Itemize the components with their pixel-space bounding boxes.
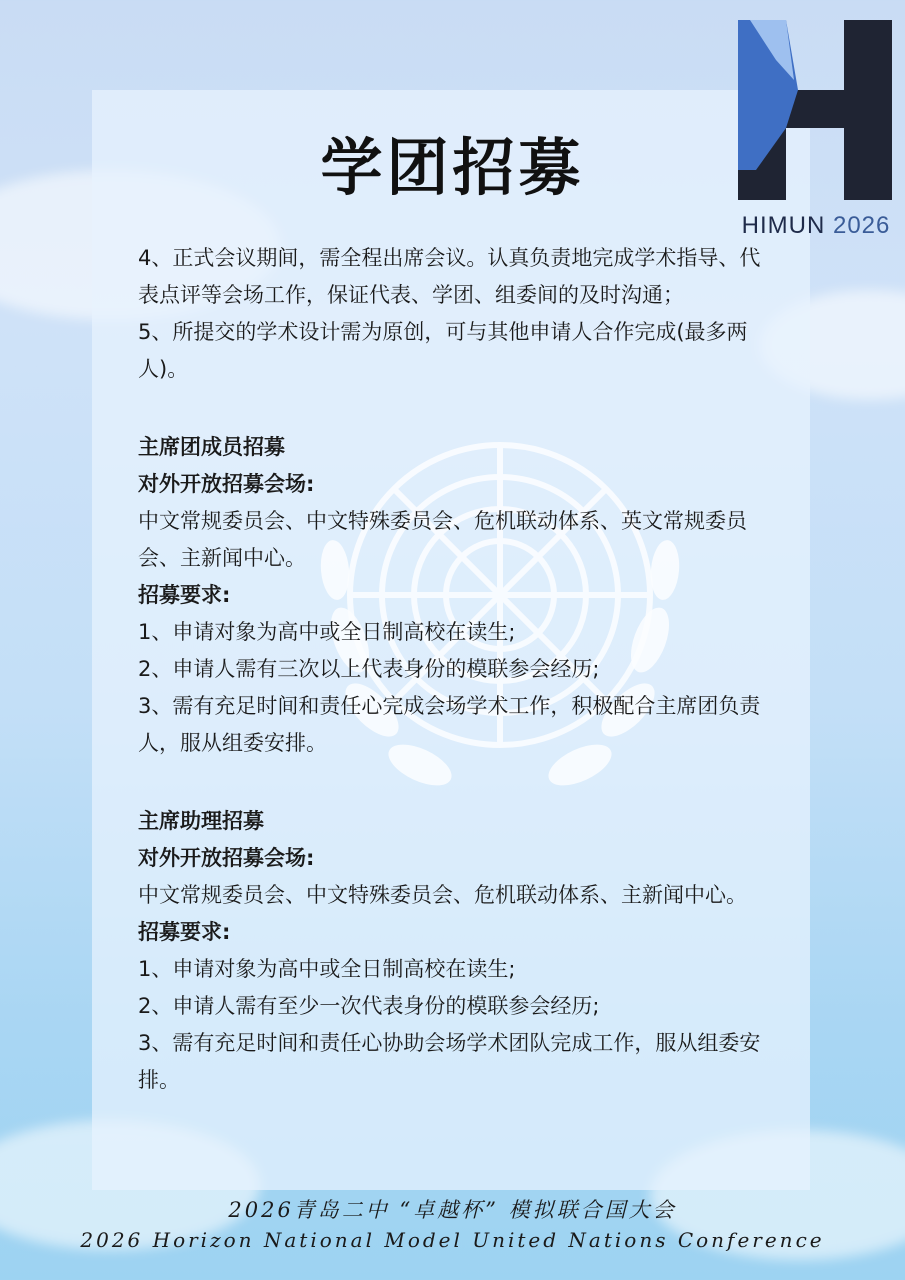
- section-heading: 主席助理招募: [138, 809, 264, 833]
- venues-label: 对外开放招募会场:: [138, 472, 315, 496]
- footer-english-title: 2026 Horizon National Model United Nations Conference: [80, 1228, 825, 1252]
- footer-chinese-title: 2026青岛二中 “卓越杯” 模拟联合国大会: [228, 1198, 677, 1222]
- venues-text: 中文常规委员会、中文特殊委员会、危机联动体系、英文常规委员会、主新闻中心。: [138, 509, 747, 570]
- requirement-item: 3、需有充足时间和责任心协助会场学术团队完成工作，服从组委安排。: [138, 1031, 761, 1092]
- main-content: [138, 240, 778, 1099]
- logo-year: 2026: [832, 212, 891, 239]
- venues-label: 对外开放招募会场:: [138, 846, 315, 870]
- section-heading: 主席团成员招募: [138, 435, 285, 459]
- requirement-item: 1、申请对象为高中或全日制高校在读生;: [138, 957, 516, 981]
- requirement-item: 2、申请人需有三次以上代表身份的模联参会经历;: [138, 657, 600, 681]
- page-title: 学团招募: [320, 131, 585, 204]
- requirement-item: 2、申请人需有至少一次代表身份的模联参会经历;: [138, 994, 600, 1018]
- requirement-item: 3、需有充足时间和责任心完成会场学术工作，积极配合主席团负责人，服从组委安排。: [138, 694, 761, 755]
- intro-item: 5、所提交的学术设计需为原创，可与其他申请人合作完成(最多两人)。: [138, 320, 748, 381]
- himun-logo-icon: [736, 20, 896, 240]
- requirement-item: 1、申请对象为高中或全日制高校在读生;: [138, 620, 516, 644]
- logo-brand: HIMUN: [741, 212, 826, 239]
- logo-caption: [736, 212, 896, 240]
- intro-item: 4、正式会议期间，需全程出席会议。认真负责地完成学术指导、代表点评等会场工作，保证代表、学团、组委间的及时沟通；: [138, 246, 761, 307]
- requirements-label: 招募要求:: [138, 920, 231, 944]
- venues-text: 中文常规委员会、中文特殊委员会、危机联动体系、主新闻中心。: [138, 883, 747, 907]
- requirements-label: 招募要求:: [138, 583, 231, 607]
